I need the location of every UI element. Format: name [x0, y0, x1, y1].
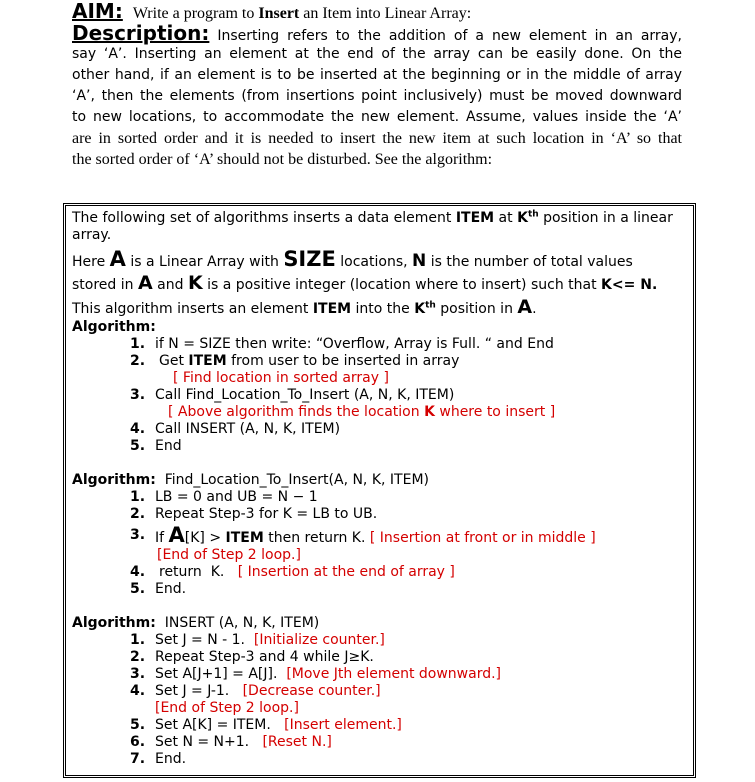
- intro-text: and: [152, 277, 188, 293]
- description-line-2: say ‘A’. Inserting an element at the end of the array can be easily done. On the: [72, 46, 682, 62]
- intro-text: position in a linear: [538, 210, 673, 226]
- n-term: N: [412, 251, 427, 271]
- top-section: [72, 0, 682, 170]
- step-text: [K] >: [184, 530, 226, 546]
- step-text: End: [155, 438, 182, 454]
- spacer: [72, 598, 692, 615]
- step-text: Set J = N - 1.: [155, 632, 254, 648]
- aim-text-before: Write a program to: [132, 5, 259, 22]
- comment-text: [Decrease counter.]: [242, 683, 381, 699]
- alg1-step-1: [72, 336, 692, 353]
- algorithm-label: Algorithm:: [72, 319, 156, 335]
- alg3-step-1: [72, 632, 692, 649]
- description-line-7: the sorted order of ‘A’ should not be disturbed. See the algorithm:: [72, 151, 493, 168]
- description-line-6: are in sorted order and it is needed to insert the new item at such location in ‘A’ so that: [72, 130, 682, 147]
- algorithm-label: Algorithm:: [72, 472, 156, 488]
- aim-bold-word: Insert: [258, 5, 300, 22]
- step-text: Repeat Step-3 for K = LB to UB.: [155, 506, 378, 522]
- comment-text: where to insert ]: [434, 404, 556, 420]
- algorithm-title: INSERT (A, N, K, ITEM): [164, 615, 320, 631]
- alg3-step-7: [72, 751, 692, 768]
- step-number: 1.: [130, 336, 146, 352]
- alg3-step-3: [72, 666, 692, 683]
- aim-text: [133, 5, 471, 22]
- description-line-5: to new locations, to accommodate the new element. Assume, values inside the ‘A’: [72, 109, 682, 125]
- step-number: 6.: [130, 734, 146, 750]
- k-term: K: [517, 210, 528, 226]
- a-term: A: [137, 272, 153, 294]
- comment-text: [ Above algorithm finds the location: [168, 404, 425, 420]
- algorithm-content: [72, 209, 692, 768]
- intro-line-4: [72, 271, 692, 295]
- alg2-step-4: [72, 564, 692, 581]
- step-text: return K.: [159, 564, 238, 580]
- step-number: 7.: [130, 751, 146, 767]
- alg1-step-3: [72, 387, 692, 404]
- intro-text: Here: [72, 254, 110, 270]
- step-text: Set A[K] = ITEM.: [155, 717, 285, 733]
- step-number: 4.: [130, 564, 146, 580]
- step-text: LB = 0 and UB = N − 1: [155, 489, 318, 505]
- intro-text: is the number of total values: [426, 254, 633, 270]
- description-text-1: Inserting refers to the addition of a new element in an array,: [217, 28, 682, 44]
- intro-text: The following set of algorithms inserts a data element: [72, 210, 456, 226]
- intro-text: position in: [435, 301, 518, 317]
- k-term: K: [187, 272, 203, 294]
- alg1-comment-2: [72, 404, 692, 421]
- description-line-4: ‘A’, then the elements (from insertions point inclusively) must be moved downward: [72, 88, 682, 104]
- description-line-1: [72, 23, 682, 44]
- aim-text-after: an Item into Linear Array:: [299, 5, 472, 22]
- comment-text: [ Find location in sorted array ]: [173, 370, 389, 386]
- aim-heading: AIM:: [72, 0, 123, 23]
- step-text: Get: [159, 353, 189, 369]
- intro-text: into the: [351, 301, 415, 317]
- comment-text: [Reset N.]: [262, 734, 332, 750]
- intro-text: stored in: [72, 277, 138, 293]
- spacer: [72, 455, 692, 472]
- intro-line-3: [72, 247, 692, 271]
- step-number: 2.: [130, 353, 146, 369]
- comment-text: [Initialize counter.]: [253, 632, 385, 648]
- alg1-comment-1: [72, 370, 692, 387]
- comment-text: [End of Step 2 loop.]: [157, 547, 301, 563]
- step-number: 5.: [130, 717, 146, 733]
- alg2-step-5: [72, 581, 692, 598]
- comment-text: [Insert element.]: [284, 717, 402, 733]
- alg2-title: [72, 472, 692, 489]
- intro-text: at: [494, 210, 518, 226]
- comment-text: [Move Jth element downward.]: [286, 666, 502, 682]
- algorithm-label: Algorithm:: [72, 615, 156, 631]
- step-number: 2.: [130, 506, 146, 522]
- alg3-step-5: [72, 717, 692, 734]
- step-number: 3.: [130, 527, 146, 543]
- intro-text: is a positive integer (location where to insert) such that: [202, 277, 602, 293]
- step-text: Call INSERT (A, N, K, ITEM): [155, 421, 341, 437]
- step-number: 5.: [130, 438, 146, 454]
- alg3-step-6: [72, 734, 692, 751]
- k-term: K: [424, 404, 435, 420]
- description-heading: Description:: [72, 21, 210, 45]
- condition-term: K<= N: [601, 277, 652, 293]
- alg1-step-4: [72, 421, 692, 438]
- a-term: A: [168, 523, 185, 547]
- step-number: 1.: [130, 489, 146, 505]
- period: .: [532, 301, 537, 317]
- description-line-3: other hand, if an element is to be inserted at the beginning or in the middle of array: [72, 67, 682, 83]
- intro-text: This algorithm inserts an element: [72, 301, 313, 317]
- intro-text: locations,: [335, 254, 413, 270]
- item-term: ITEM: [225, 530, 264, 546]
- step-number: 2.: [130, 649, 146, 665]
- size-term: SIZE: [283, 247, 336, 271]
- alg2-loop-end: [72, 547, 692, 564]
- item-term: ITEM: [312, 301, 352, 317]
- description-block: [72, 23, 682, 170]
- step-text: from user to be inserted in array: [226, 353, 460, 369]
- item-term: ITEM: [455, 210, 495, 226]
- step-number: 5.: [130, 581, 146, 597]
- intro-line-5: [72, 295, 692, 319]
- step-text: Set N = N+1.: [155, 734, 263, 750]
- th-superscript: th: [425, 300, 436, 311]
- algorithm-title: Find_Location_To_Insert(A, N, K, ITEM): [164, 472, 429, 488]
- step-text: Repeat Step-3 and 4 while J≥K.: [155, 649, 374, 665]
- step-number: 3.: [130, 666, 146, 682]
- step-text: Set J = J-1.: [155, 683, 243, 699]
- comment-text: [ Insertion at front or in middle ]: [369, 530, 596, 546]
- alg2-step-2: [72, 506, 692, 523]
- step-number: 3.: [130, 387, 146, 403]
- alg1-step-2: [72, 353, 692, 370]
- step-number: 4.: [130, 683, 146, 699]
- step-number: 4.: [130, 421, 146, 437]
- alg3-title: [72, 615, 692, 632]
- step-text: then return K.: [263, 530, 370, 546]
- step-text: Set A[J+1] = A[J].: [155, 666, 287, 682]
- alg3-loop-end: [72, 700, 692, 717]
- aim-line: [72, 1, 682, 21]
- step-text: Call Find_Location_To_Insert (A, N, K, ITEM): [155, 387, 455, 403]
- step-text: End.: [155, 581, 187, 597]
- alg3-step-2: [72, 649, 692, 666]
- item-term: ITEM: [188, 353, 227, 369]
- alg2-step-1: [72, 489, 692, 506]
- step-text: If: [155, 530, 169, 546]
- comment-text: [ Insertion at the end of array ]: [237, 564, 455, 580]
- a-term: A: [517, 296, 533, 318]
- step-number: 1.: [130, 632, 146, 648]
- step-text: if N = SIZE then write: “Overflow, Array is Full. “ and End: [155, 336, 554, 352]
- a-term: A: [109, 247, 126, 271]
- comment-text: [End of Step 2 loop.]: [155, 700, 299, 716]
- k-term: K: [414, 301, 426, 317]
- th-superscript: th: [527, 209, 539, 220]
- alg3-step-4: [72, 683, 692, 700]
- intro-line-2: array.: [72, 227, 112, 243]
- intro-line-1: [72, 209, 692, 227]
- alg1-step-5: [72, 438, 692, 455]
- intro-text: is a Linear Array with: [125, 254, 284, 270]
- period: .: [651, 277, 658, 293]
- alg2-step-3: [72, 523, 692, 547]
- step-text: End.: [155, 751, 187, 767]
